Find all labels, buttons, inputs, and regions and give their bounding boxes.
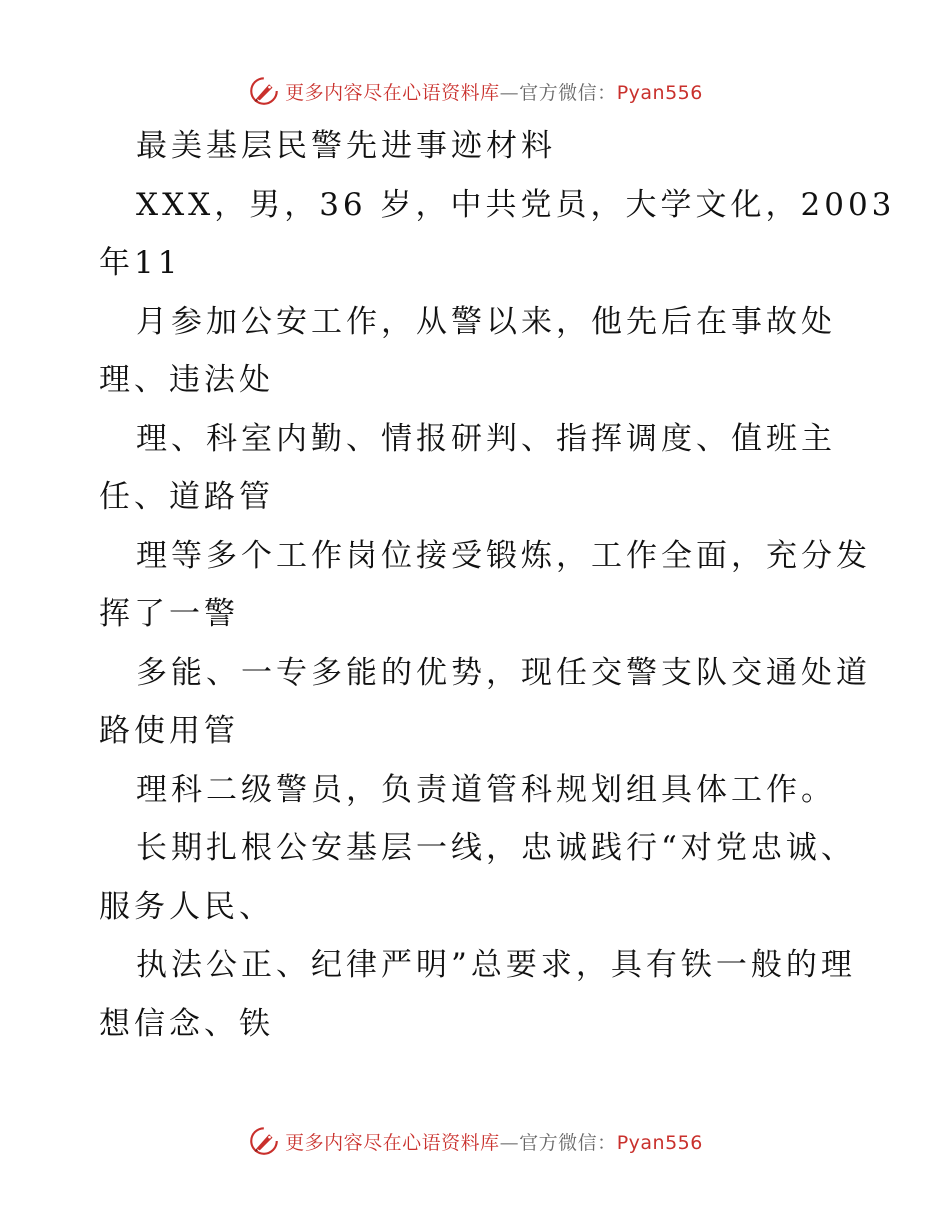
watermark-wechat-label: 官方微信： <box>519 1131 617 1154</box>
document-title: 最美基层民警先进事迹材料 <box>136 128 556 164</box>
paragraph-line: 任、道路管 <box>99 479 274 515</box>
paragraph-line: 理等多个工作岗位接受锻炼，工作全面，充分发 <box>136 538 871 574</box>
paragraph-line: 月参加公安工作，从警以来，他先后在事故处 <box>136 304 836 340</box>
watermark-main: 更多内容尽在心语资料库 <box>285 1131 500 1154</box>
paragraph-line: 服务人民、 <box>99 889 274 925</box>
watermark-wechat-label: 官方微信： <box>519 81 617 104</box>
paragraph-line: 路使用管 <box>99 713 239 749</box>
watermark-text <box>285 1128 703 1155</box>
paragraph-line: 多能、一专多能的优势，现任交警支队交通处道 <box>136 655 871 691</box>
paragraph-line: 年11 <box>99 245 182 281</box>
paragraph-line: 理科二级警员，负责道管科规划组具体工作。 <box>136 772 836 808</box>
watermark-separator: — <box>499 81 520 104</box>
watermark-main: 更多内容尽在心语资料库 <box>285 81 500 104</box>
watermark-separator: — <box>499 1131 520 1154</box>
paragraph-line: XXX，男，36 岁，中共党员，大学文化，2003 <box>136 187 896 223</box>
paragraph-line: 挥了一警 <box>99 596 239 632</box>
paragraph-line: 理、科室内勤、情报研判、指挥调度、值班主 <box>136 421 836 457</box>
footer-watermark <box>0 1121 950 1161</box>
paragraph-line: 执法公正、纪律严明”总要求，具有铁一般的理 <box>136 947 856 983</box>
paragraph-line: 长期扎根公安基层一线，忠诚践行“对党忠诚、 <box>136 830 856 866</box>
paragraph-line: 理、违法处 <box>99 362 274 398</box>
pen-nib-logo-icon <box>247 1124 281 1158</box>
paragraph-line: 想信念、铁 <box>99 1006 274 1042</box>
watermark-group <box>247 1124 703 1158</box>
watermark-wechat-id: Pyan556 <box>616 81 703 104</box>
watermark-wechat-id: Pyan556 <box>616 1131 703 1154</box>
